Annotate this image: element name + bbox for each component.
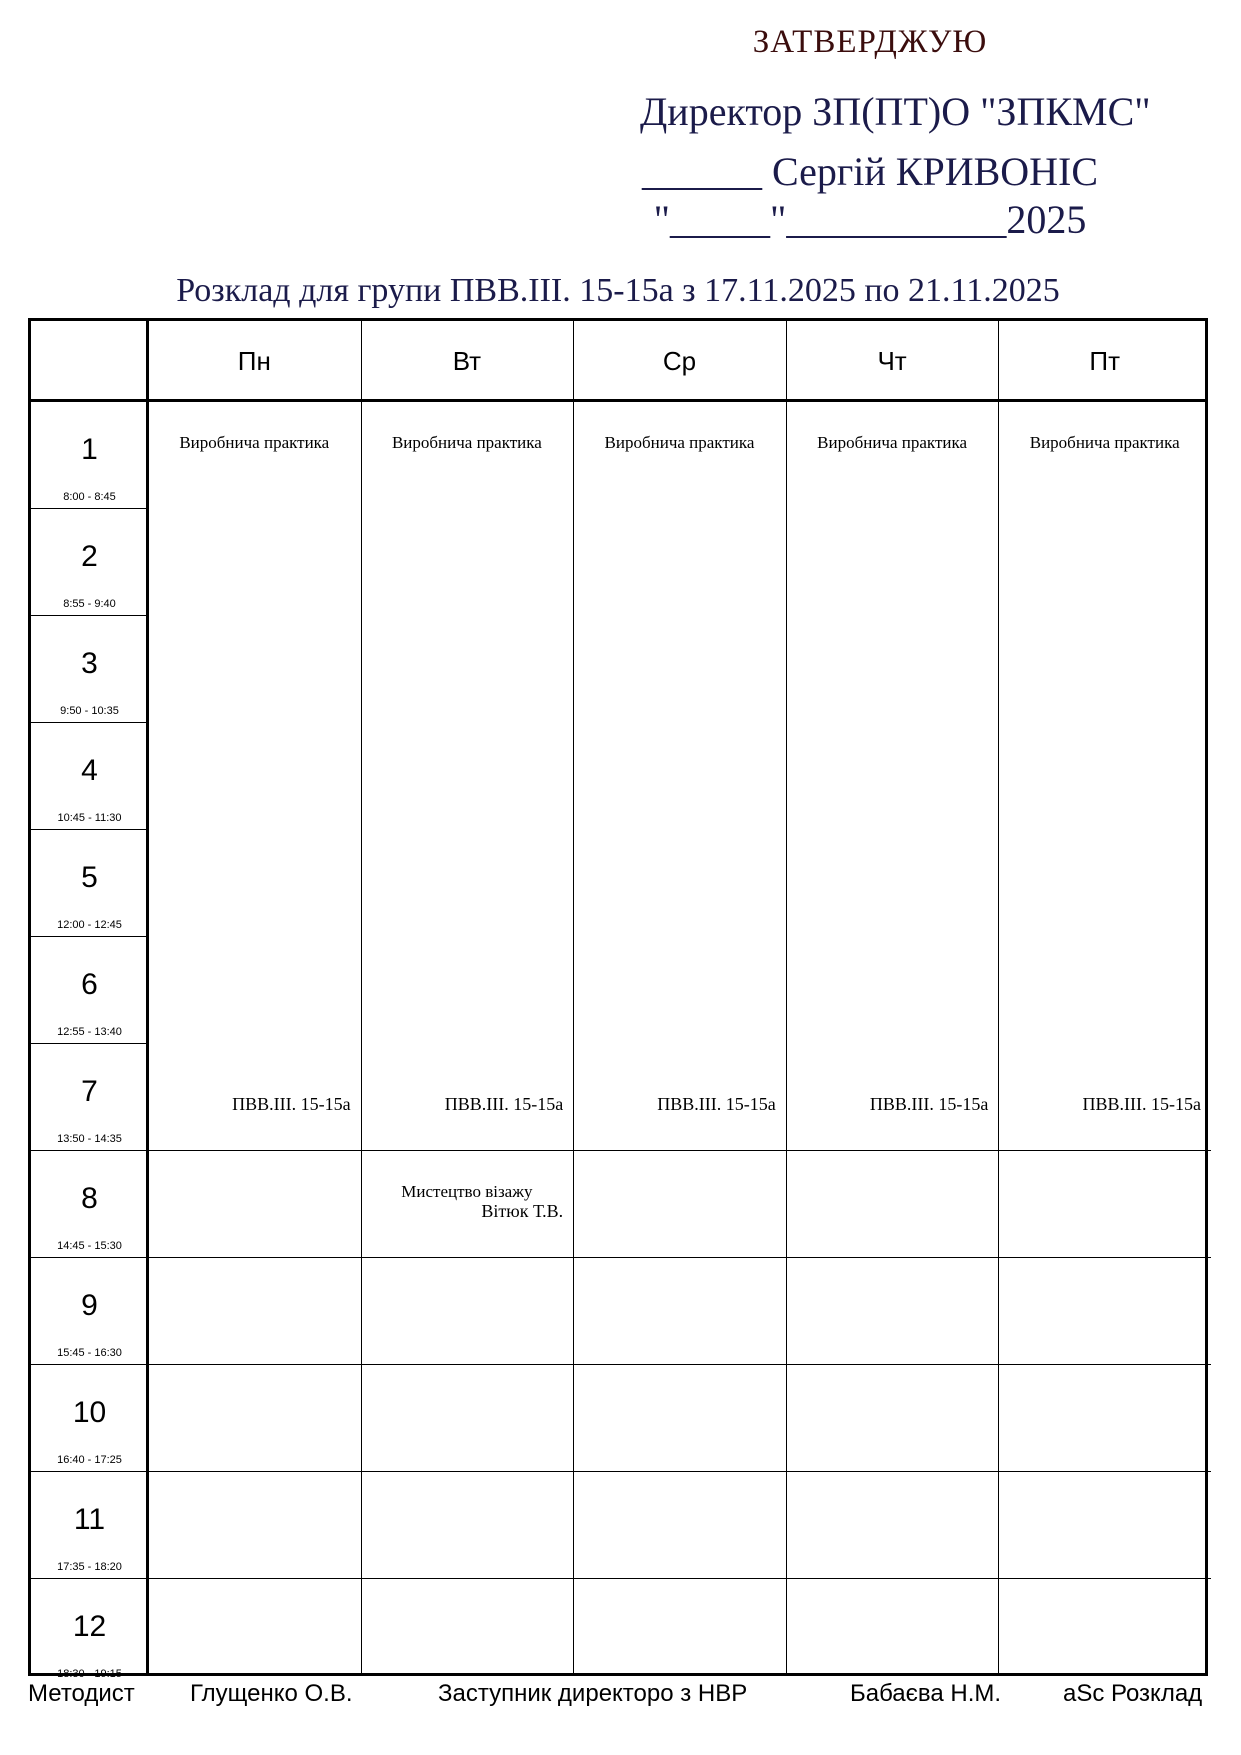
day-header: Пн: [237, 346, 271, 376]
period-cell: [31, 1150, 148, 1257]
lesson-subject: Виробнича практика: [604, 433, 755, 452]
period-cell: [31, 1578, 148, 1685]
schedule-grid: [28, 318, 1208, 1680]
period-row-divider: [31, 722, 148, 723]
day-header: Вт: [452, 346, 482, 376]
lesson-detail: ПВВ.ІІІ. 15-15а: [1082, 1094, 1201, 1114]
footer-software: aSc Розклад: [1063, 1680, 1203, 1707]
lesson-detail: ПВВ.ІІІ. 15-15а: [232, 1094, 351, 1114]
cell-row-divider: [786, 1471, 999, 1472]
period-row-divider: [31, 1257, 148, 1258]
period-number: 12: [72, 1610, 107, 1643]
cell-row-divider: [148, 1257, 361, 1258]
cell-row-divider: [148, 1150, 361, 1151]
period-number: 6: [81, 968, 98, 1001]
lesson-detail: ПВВ.ІІІ. 15-15а: [444, 1094, 564, 1114]
day-header: Пт: [1089, 346, 1120, 376]
cell-row-divider: [786, 1150, 999, 1151]
footer-methodist-name: Глущенко О.В.: [190, 1680, 353, 1707]
period-time: 12:00 - 12:45: [57, 919, 122, 931]
lesson-detail: ПВВ.ІІІ. 15-15а: [657, 1094, 776, 1114]
period-time: 8:00 - 8:45: [63, 491, 116, 503]
period-time: 17:35 - 18:20: [57, 1561, 122, 1573]
cell-row-divider: [786, 1364, 999, 1365]
cell-row-divider: [573, 1150, 786, 1151]
period-time: 15:45 - 16:30: [57, 1347, 122, 1359]
footer-deputy-name: Бабаєва Н.М.: [850, 1680, 1002, 1707]
cell-row-divider: [573, 1257, 786, 1258]
period-row-divider: [31, 615, 148, 616]
day-header: Ср: [662, 346, 697, 376]
period-number: 5: [81, 861, 98, 894]
approval-signature-line: ______ Сергій КРИВОНІС: [641, 149, 1099, 194]
cell-row-divider: [361, 1471, 574, 1472]
period-number: 4: [81, 754, 98, 787]
approval-director-line: Директор ЗП(ПТ)О "ЗПКМС": [640, 89, 1151, 134]
cell-row-divider: [998, 1578, 1211, 1579]
lesson-subject: Виробнича практика: [179, 433, 330, 452]
period-row-divider: [31, 1578, 148, 1579]
period-row-divider: [31, 1364, 148, 1365]
period-cell: [31, 829, 148, 936]
lesson-subject: Виробнича практика: [1029, 433, 1180, 452]
approval-title: ЗАТВЕРДЖУЮ: [752, 24, 988, 60]
cell-row-divider: [361, 1578, 574, 1579]
lesson-detail: Вітюк Т.В.: [481, 1201, 564, 1221]
period-time: 18:30 - 19:15: [57, 1668, 122, 1680]
period-cell: [31, 1257, 148, 1364]
cell-row-divider: [361, 1150, 574, 1151]
period-number: 10: [72, 1396, 107, 1429]
period-cell: [31, 1043, 148, 1150]
lesson-subject: Виробнича практика: [817, 433, 968, 452]
period-cell: [31, 936, 148, 1043]
period-number: 7: [81, 1075, 98, 1108]
cell-row-divider: [361, 1257, 574, 1258]
cell-row-divider: [998, 1364, 1211, 1365]
cell-row-divider: [361, 1364, 574, 1365]
lesson-subject: Мистецтво візажу: [401, 1182, 533, 1201]
period-time: 12:55 - 13:40: [57, 1026, 122, 1038]
cell-row-divider: [998, 1257, 1211, 1258]
period-number: 2: [81, 540, 98, 573]
cell-row-divider: [573, 1364, 786, 1365]
cell-row-divider: [786, 1578, 999, 1579]
period-cell: [31, 1471, 148, 1578]
period-number: 1: [81, 433, 98, 466]
period-row-divider: [31, 1043, 148, 1044]
approval-date-line: "_____"___________2025: [653, 197, 1087, 242]
cell-row-divider: [148, 1364, 361, 1365]
schedule-title: Розклад для групи ПВВ.ІІІ. 15-15а з 17.11.2025 по 21.11.2025: [176, 272, 1060, 309]
period-time: 14:45 - 15:30: [57, 1240, 122, 1252]
period-row-divider: [31, 1150, 148, 1151]
period-number: 8: [81, 1182, 98, 1215]
period-row-divider: [31, 508, 148, 509]
period-time: 9:50 - 10:35: [60, 705, 119, 717]
cell-row-divider: [573, 1471, 786, 1472]
period-time: 16:40 - 17:25: [57, 1454, 122, 1466]
day-header: Чт: [877, 346, 907, 376]
period-cell: [31, 615, 148, 722]
period-cell: [31, 722, 148, 829]
period-time: 8:55 - 9:40: [63, 598, 116, 610]
period-row-divider: [31, 829, 148, 830]
lesson-detail: ПВВ.ІІІ. 15-15а: [869, 1094, 989, 1114]
lesson-subject: Виробнича практика: [391, 433, 542, 452]
period-cell: [31, 401, 148, 508]
period-number: 3: [81, 647, 98, 680]
cell-row-divider: [148, 1578, 361, 1579]
footer-deputy-label: Заступник директоро з НВР: [438, 1680, 748, 1707]
cell-row-divider: [148, 1471, 361, 1472]
cell-row-divider: [998, 1150, 1211, 1151]
period-time: 10:45 - 11:30: [57, 812, 122, 824]
cell-row-divider: [786, 1257, 999, 1258]
footer-methodist-label: Методист: [28, 1680, 135, 1707]
period-cell: [31, 508, 148, 615]
cell-row-divider: [998, 1471, 1211, 1472]
period-number: 9: [81, 1289, 98, 1322]
period-cell: [31, 1364, 148, 1471]
period-number: 11: [73, 1503, 106, 1536]
period-time: 13:50 - 14:35: [57, 1133, 122, 1145]
period-row-divider: [31, 936, 148, 937]
cell-row-divider: [573, 1578, 786, 1579]
period-row-divider: [31, 1471, 148, 1472]
